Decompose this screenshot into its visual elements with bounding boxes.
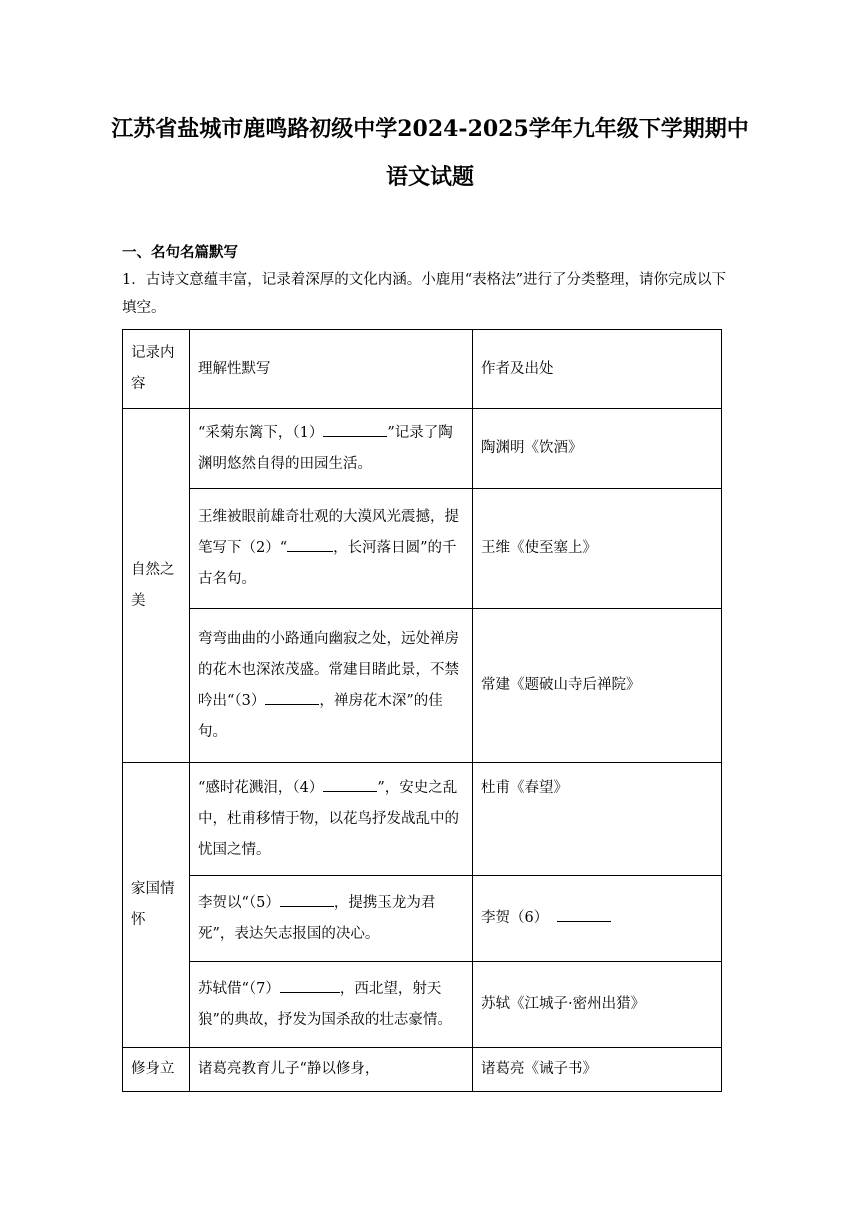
category-patriotism: 家国情怀 xyxy=(123,763,190,1048)
fill-cell xyxy=(190,763,473,876)
answer-blank-2[interactable] xyxy=(287,535,333,552)
fill-text-before: 弯弯曲曲的小路通向幽寂之处，远处禅房的花木也深浓茂盛。常建目睹此景，不禁吟出“（3） xyxy=(198,630,459,709)
fill-text-before: “感时花溅泪，（4） xyxy=(198,779,324,796)
category-self-cultivation: 修身立 xyxy=(123,1048,190,1092)
fill-text-before: 苏轼借“（7） xyxy=(198,980,280,997)
source-cell xyxy=(473,876,722,962)
table-row xyxy=(123,763,722,876)
table-row xyxy=(123,876,722,962)
category-nature: 自然之美 xyxy=(123,409,190,763)
table-row xyxy=(123,1048,722,1092)
fill-cell xyxy=(190,1048,473,1092)
answer-blank-1[interactable] xyxy=(323,420,387,437)
source-cell: 苏轼《江城子·密州出猎》 xyxy=(473,962,722,1048)
answer-blank-6[interactable] xyxy=(557,905,611,922)
table-header-row xyxy=(123,330,722,409)
header-understanding: 理解性默写 xyxy=(190,330,473,409)
fill-cell xyxy=(190,609,473,763)
fill-text-after: ”，安史之乱中，杜甫移情于物，以花鸟抒发战乱中的忧国之情。 xyxy=(198,779,459,858)
answer-blank-4[interactable] xyxy=(323,775,377,792)
poetry-table xyxy=(122,329,722,1092)
fill-text-before: “采菊东篱下，（1） xyxy=(198,424,324,441)
document-title-line1: 江苏省盐城市鹿鸣路初级中学2024-2025学年九年级下学期期中 xyxy=(111,116,749,142)
fill-text-before: 李贺以“（5） xyxy=(198,894,280,911)
header-record-content: 记录内容 xyxy=(123,330,190,409)
table-row xyxy=(123,409,722,489)
header-author-source: 作者及出处 xyxy=(473,330,722,409)
answer-blank-5[interactable] xyxy=(280,890,334,907)
source-cell: 陶渊明《饮酒》 xyxy=(473,409,722,489)
fill-cell xyxy=(190,489,473,609)
fill-text-before: 诸葛亮教育儿子“静以修身， xyxy=(198,1061,380,1077)
fill-text-before: 王维被眼前雄奇壮观的大漠风光震撼，提笔写下（2）“ xyxy=(198,509,459,556)
document-title-line2: 语文试题 xyxy=(385,164,474,190)
fill-text-after: ，禅房花木深”的佳句。 xyxy=(198,692,443,740)
table-row xyxy=(123,489,722,609)
answer-blank-3[interactable] xyxy=(265,688,319,705)
fill-text-after: ”记录了陶渊明悠然自得的田园生活。 xyxy=(198,424,453,472)
fill-cell xyxy=(190,962,473,1048)
fill-cell xyxy=(190,409,473,489)
source-cell: 常建《题破山寺后禅院》 xyxy=(473,609,722,763)
table-row xyxy=(123,609,722,763)
answer-blank-7[interactable] xyxy=(280,976,340,993)
source-cell: 诸葛亮《诫子书》 xyxy=(473,1048,722,1092)
fill-text-after: ，西北望，射天狼”的典故，抒发为国杀敌的壮志豪情。 xyxy=(198,980,452,1028)
source-cell: 杜甫《春望》 xyxy=(473,763,722,876)
table-row xyxy=(123,962,722,1048)
fill-cell xyxy=(190,876,473,962)
source-cell: 王维《使至塞上》 xyxy=(473,489,722,609)
fill-text-after: ，长河落日圆”的千古名句。 xyxy=(198,540,457,587)
source-text: 李贺（6） xyxy=(481,910,549,926)
question-1: 1．古诗文意蕴丰富，记录着深厚的文化内涵。小鹿用“表格法”进行了分类整理，请你完成以下填空。 xyxy=(122,272,727,316)
section-heading: 一、名句名篇默写 xyxy=(122,245,238,261)
fill-text-after: ，提携玉龙为君死”，表达矢志报国的决心。 xyxy=(198,894,436,942)
